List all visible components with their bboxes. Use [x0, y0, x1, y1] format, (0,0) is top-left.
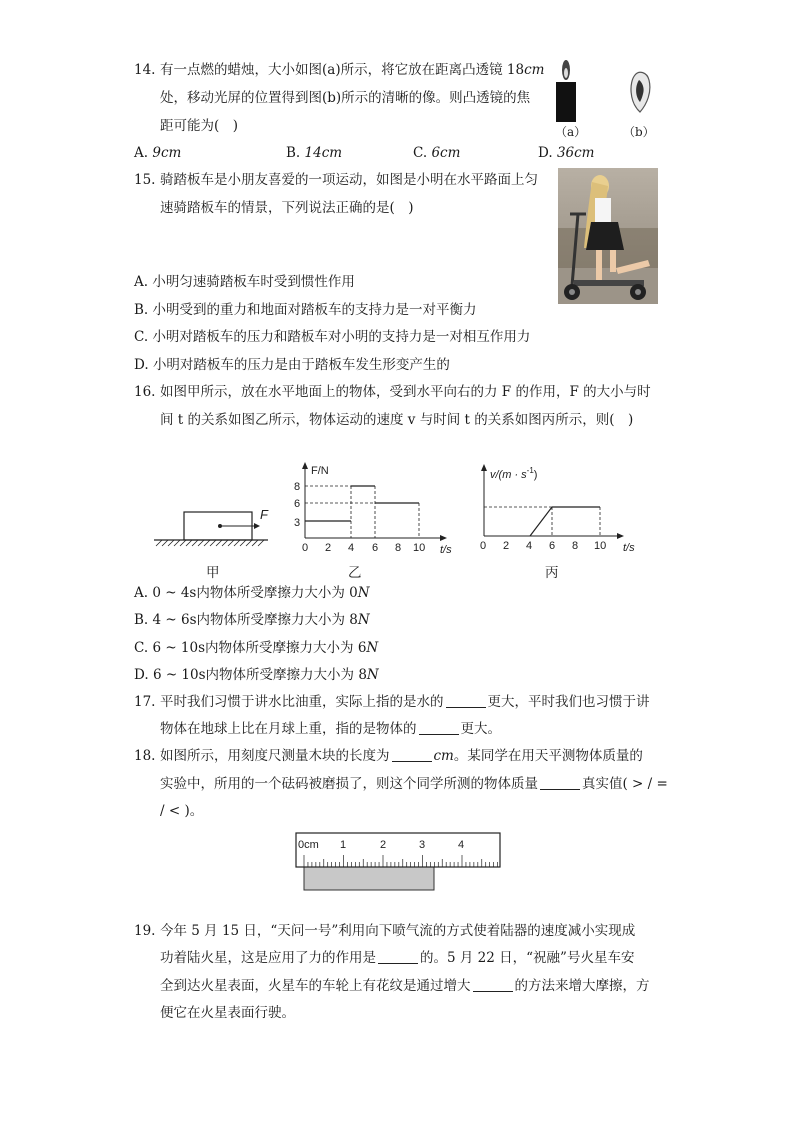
yi-y-label: F/N [311, 465, 329, 477]
ground-hatching [156, 540, 264, 546]
yi-x-label: t/s [440, 544, 452, 556]
q18-line-3: / < )。 [160, 803, 204, 819]
q16-line-1: 如图甲所示，放在水平地面上的物体，受到水平向右的力 F 的作用，F 的大小与时 [160, 384, 651, 400]
q14-text-1: 有一点燃的蜡烛，大小如图(a)所示，将它放在距离凸透镜 18 [160, 62, 525, 78]
q14-option-a: A. 9cm [134, 145, 182, 161]
q18-blank-2[interactable] [540, 775, 580, 790]
ruler-label-1: 1 [340, 839, 347, 851]
q19-number: 19. [134, 923, 156, 939]
q15-option-a: A. 小明匀速骑踏板车时受到惯性作用 [134, 274, 355, 290]
q14-option-d: D. 36cm [538, 145, 595, 161]
q18-line-2: 实验中，所用的一个砝码被磨损了，则这个同学所测的物体质量 真实值( > / = [160, 776, 668, 792]
figure-bing-label: 丙 [545, 565, 559, 581]
q18-blank-1[interactable] [392, 747, 432, 762]
ruler-body [296, 833, 500, 867]
q14-line-1 [160, 60, 544, 80]
yi-xtick-10: 10 [413, 542, 426, 554]
q15-line-1: 骑踏板车是小朋友喜爱的一项运动，如图是小明在水平路面上匀 [160, 172, 538, 188]
q14-unit: cm [524, 62, 545, 78]
q19-line-3: 全到达火星表面，火星车的车轮上有花纹是通过增大 的方法来增大摩擦，方 [160, 978, 650, 994]
bing-segment-accel [530, 507, 552, 536]
q16-option-a: A. 0 ~ 4s内物体所受摩擦力大小为 0N [134, 585, 370, 601]
figure-yi-label: 乙 [348, 565, 362, 581]
q19-line-2: 功着陆火星，这是应用了力的作用是 的。5 月 22 日，“祝融”号火星车安 [160, 950, 635, 966]
yi-xtick-0: 0 [302, 542, 309, 554]
q18-number: 18. [134, 748, 156, 764]
ruler-label-3: 3 [419, 839, 426, 851]
q14-option-b: B. 14cm [286, 145, 343, 161]
q15-option-b: B. 小明受到的重力和地面对踏板车的支持力是一对平衡力 [134, 302, 477, 318]
q15-number: 15. [134, 172, 156, 188]
q17-line-2: 物体在地球上比在月球上重，指的是物体的 更大。 [160, 721, 501, 737]
ruler-label-4: 4 [458, 839, 465, 851]
yi-xtick-8: 8 [395, 542, 402, 554]
wood-block [304, 864, 434, 890]
figure-jia [150, 500, 275, 560]
q17-blank-1[interactable] [446, 693, 486, 708]
q14-option-c: C. 6cm [413, 145, 461, 161]
q16-option-b: B. 4 ~ 6s内物体所受摩擦力大小为 8N [134, 612, 370, 628]
bing-xtick-10: 10 [594, 540, 607, 552]
yi-xtick-6: 6 [372, 542, 379, 554]
figure-jia-label: 甲 [206, 565, 220, 581]
bing-x-label: t/s [623, 542, 635, 554]
q19-blank-1[interactable] [378, 949, 418, 964]
ruler-label-0: 0cm [298, 839, 319, 851]
bing-y-label: $v/(m \cdot s^{-1})$ [490, 466, 538, 481]
q15-option-c: C. 小明对踏板车的压力和踏板车对小明的支持力是一对相互作用力 [134, 329, 531, 345]
q17-number: 17. [134, 694, 156, 710]
yi-ytick-3: 3 [294, 517, 301, 529]
q14-line-3: 距可能为( ) [160, 118, 239, 134]
q19-line-1: 今年 5 月 15 日，“天问一号”利用向下喷气流的方式使着陆器的速度减小实现成 [160, 923, 636, 939]
q14-number: 14. [134, 62, 156, 78]
bing-xtick-4: 4 [526, 540, 533, 552]
q15-option-d: D. 小明对踏板车的压力是由于踏板车发生形变产生的 [134, 357, 450, 373]
force-label: F [260, 507, 268, 522]
q19-blank-2[interactable] [473, 977, 513, 992]
figure-bing-velocity-time-graph [470, 458, 650, 558]
yi-ytick-6: 6 [294, 498, 301, 510]
bing-xtick-6: 6 [549, 540, 556, 552]
figure-yi-force-time-graph [285, 458, 465, 558]
q15-line-2: 速骑踏板车的情景，下列说法正确的是( ) [160, 200, 414, 216]
inverted-flame-figure-b [625, 70, 655, 115]
q18-line-1: 如图所示，用刻度尺测量木块的长度为 cm。某同学在用天平测物体质量的 [160, 748, 643, 764]
scooter-photo [558, 168, 658, 304]
bing-xtick-8: 8 [572, 540, 579, 552]
q14-line-2: 处，移动光屏的位置得到图(b)所示的清晰的像。则凸透镜的焦 [160, 90, 531, 106]
candle-figure-a [552, 56, 582, 126]
yi-ytick-8: 8 [294, 481, 301, 493]
yi-xtick-2: 2 [325, 542, 332, 554]
ruler-figure [292, 830, 504, 896]
figure-a-label: （a） [555, 125, 587, 139]
q16-option-c: C. 6 ~ 10s内物体所受摩擦力大小为 6N [134, 640, 379, 656]
figure-b-label: （b） [623, 125, 655, 139]
bing-xtick-2: 2 [503, 540, 510, 552]
q16-option-d: D. 6 ~ 10s内物体所受摩擦力大小为 8N [134, 667, 379, 683]
q17-line-1: 平时我们习惯于讲水比油重，实际上指的是水的 更大，平时我们也习惯于讲 [160, 694, 650, 710]
ruler-label-2: 2 [380, 839, 387, 851]
q16-number: 16. [134, 384, 156, 400]
q16-line-2: 间 t 的关系如图乙所示，物体运动的速度 v 与时间 t 的关系如图丙所示，则( ) [160, 412, 634, 428]
yi-xtick-4: 4 [348, 542, 355, 554]
q17-blank-2[interactable] [419, 720, 459, 735]
q19-line-4: 便它在火星表面行驶。 [160, 1005, 295, 1021]
bing-xtick-0: 0 [480, 540, 487, 552]
